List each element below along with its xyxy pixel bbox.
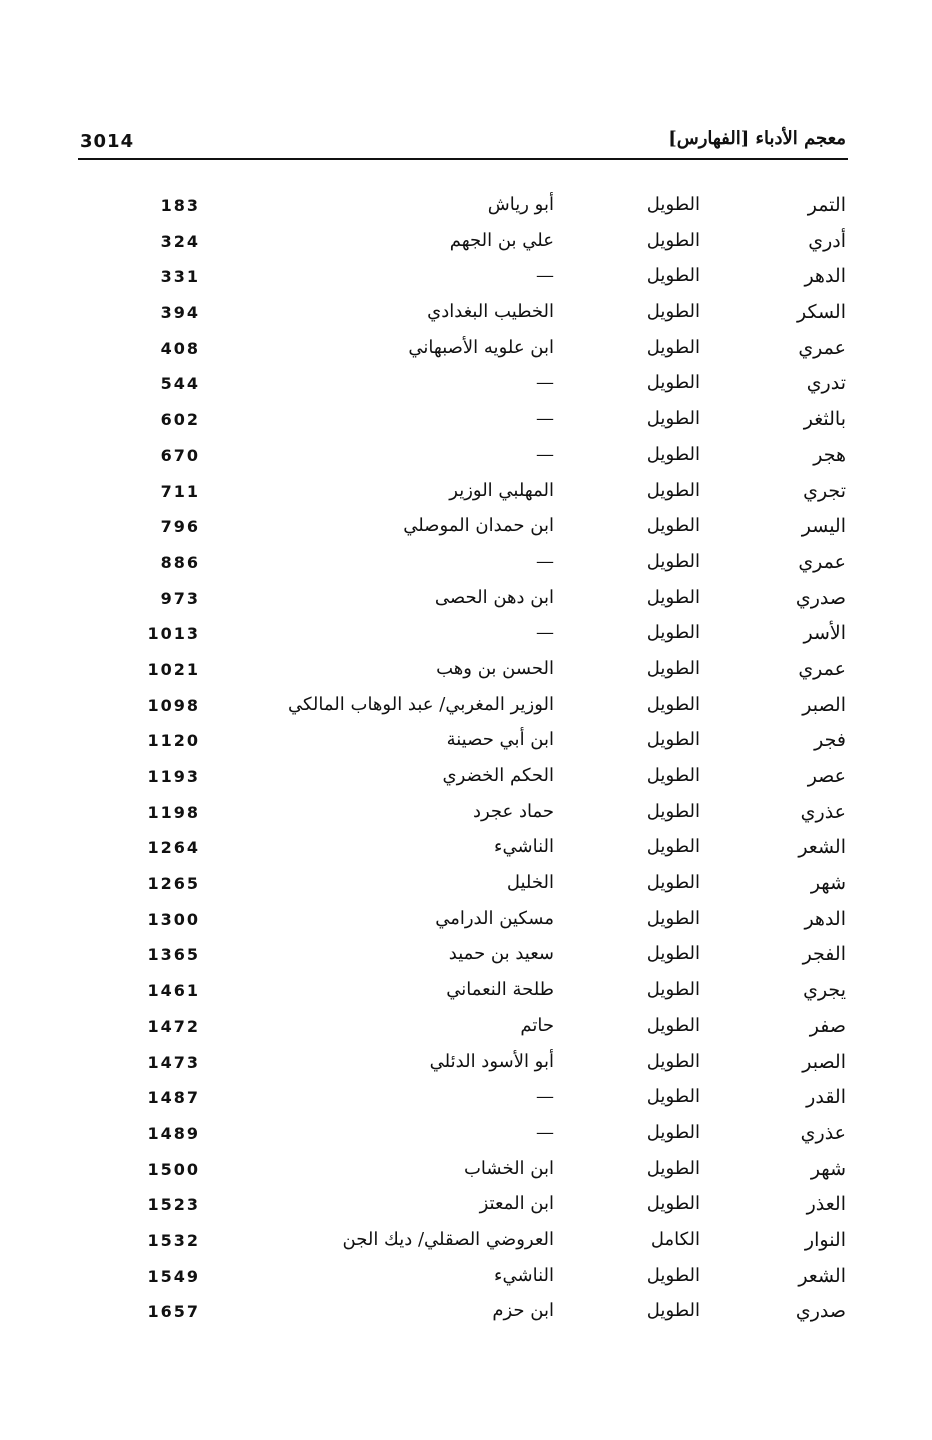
page-reference: 1473 (147, 1052, 200, 1072)
meter-name: الطويل (646, 1050, 700, 1072)
poet-name: الناشيء (494, 1264, 554, 1286)
meter-name: الطويل (646, 872, 700, 894)
page-reference: 886 (160, 552, 200, 572)
meter-name: الطويل (646, 657, 700, 679)
rhyme-word: الشعر (798, 1264, 846, 1287)
page-reference: 1487 (147, 1088, 200, 1108)
index-row (0, 547, 932, 583)
rhyme-word: صدري (795, 1300, 846, 1323)
meter-name: الطويل (646, 1300, 700, 1322)
index-row (0, 1082, 932, 1118)
meter-name: الطويل (646, 1086, 700, 1108)
meter-name: الطويل (646, 265, 700, 287)
poet-name: حاتم (520, 1014, 554, 1036)
meter-name: الكامل (650, 1228, 700, 1250)
page-reference: 1265 (147, 874, 200, 894)
page-reference: 1523 (147, 1195, 200, 1215)
meter-name: الطويل (646, 765, 700, 786)
page-reference: 602 (160, 410, 200, 430)
page-reference: 711 (160, 481, 200, 501)
page-reference: 1300 (147, 909, 200, 929)
poet-name: الخليل (506, 872, 554, 894)
rhyme-word: صدري (795, 586, 846, 609)
meter-name: الطويل (646, 836, 700, 858)
rhyme-word: القدر (806, 1086, 846, 1109)
poet-name: العروضي الصقلي/ ديك الجن (342, 1228, 554, 1250)
poet-name: علي بن الجهم (449, 229, 554, 251)
poet-name: أبو رياش (487, 194, 554, 215)
rhyme-word: عمري (798, 336, 846, 359)
poet-name: — (536, 443, 554, 465)
poet-name: ابن علويه الأصبهاني (408, 336, 554, 358)
poet-name: — (536, 1121, 554, 1143)
index-row (0, 1296, 932, 1332)
index-row (0, 333, 932, 369)
meter-name: الطويل (646, 622, 700, 644)
meter-name: الطويل (646, 907, 700, 929)
page-reference: 1098 (147, 695, 200, 715)
rhyme-word: عذري (800, 800, 846, 823)
meter-name: الطويل (646, 372, 700, 394)
page-reference: 331 (160, 267, 200, 287)
verse-index-list (0, 190, 932, 1332)
index-row (0, 1047, 932, 1083)
page-number: 3014 (80, 131, 135, 152)
meter-name: الطويل (646, 1157, 700, 1179)
rhyme-word: الدهر (804, 907, 846, 930)
running-header-title: معجم الأدباء [الفهارس] (668, 128, 846, 149)
index-row (0, 725, 932, 761)
poet-name: أبو الأسود الدئلي (429, 1050, 554, 1072)
rhyme-word: يجري (803, 979, 846, 1002)
page-reference: 1198 (147, 802, 200, 822)
poet-name: سعيد بن حميد (448, 943, 554, 965)
page-reference: 1461 (147, 981, 200, 1001)
meter-name: الطويل (646, 479, 700, 501)
page-reference: 973 (160, 588, 200, 608)
poet-name: الناشيء (494, 836, 554, 858)
meter-name: الطويل (646, 550, 700, 572)
page-reference: 1013 (147, 624, 200, 644)
poet-name: ابن دهن الحصى (434, 586, 554, 608)
rhyme-word: الدهر (804, 265, 846, 288)
index-row (0, 1118, 932, 1154)
meter-name: الطويل (646, 979, 700, 1001)
poet-name: المهلبي الوزير (449, 479, 554, 501)
rhyme-word: عذري (800, 1121, 846, 1144)
index-row (0, 1154, 932, 1190)
page-reference: 408 (160, 338, 200, 358)
rhyme-word: صفر (809, 1014, 846, 1037)
poet-name: — (536, 1086, 554, 1108)
poet-name: ابن المعتز (479, 1193, 554, 1215)
rhyme-word: الشعر (798, 836, 846, 859)
index-row (0, 797, 932, 833)
meter-name: الطويل (646, 301, 700, 323)
page-reference: 1365 (147, 945, 200, 965)
rhyme-word: النوار (804, 1228, 846, 1251)
page-reference: 1264 (147, 838, 200, 858)
poet-name: — (536, 372, 554, 394)
rhyme-word: هجر (813, 443, 846, 466)
meter-name: الطويل (646, 194, 700, 215)
poet-name: الحكم الخضري (442, 765, 554, 786)
rhyme-word: عمري (798, 657, 846, 680)
index-row (0, 1011, 932, 1047)
index-row (0, 368, 932, 404)
index-row (0, 904, 932, 940)
meter-name: الطويل (646, 800, 700, 822)
index-row (0, 690, 932, 726)
meter-name: الطويل (646, 336, 700, 358)
index-row (0, 226, 932, 262)
header-divider (78, 158, 848, 160)
index-row (0, 297, 932, 333)
page-reference: 670 (160, 445, 200, 465)
page-reference: 394 (160, 303, 200, 323)
meter-name: الطويل (646, 408, 700, 430)
rhyme-word: شهر (810, 1157, 846, 1180)
index-row (0, 832, 932, 868)
meter-name: الطويل (646, 1264, 700, 1286)
poet-name: — (536, 408, 554, 430)
rhyme-word: شهر (810, 872, 846, 895)
rhyme-word: تجري (803, 479, 846, 502)
index-row (0, 1261, 932, 1297)
index-row (0, 868, 932, 904)
poet-name: حماد عجرد (472, 800, 554, 822)
page-reference: 324 (160, 231, 200, 251)
poet-name: طلحة النعماني (446, 979, 554, 1001)
rhyme-word: بالثغر (803, 408, 846, 431)
meter-name: الطويل (646, 693, 700, 715)
poet-name: الخطيب البغدادي (427, 301, 554, 323)
rhyme-word: الصبر (802, 1050, 846, 1073)
meter-name: الطويل (646, 729, 700, 751)
meter-name: الطويل (646, 943, 700, 965)
page-reference: 1532 (147, 1230, 200, 1250)
poet-name: ابن حمدان الموصلي (403, 515, 554, 537)
rhyme-word: عمري (798, 550, 846, 573)
rhyme-word: أدري (808, 229, 846, 252)
meter-name: الطويل (646, 1193, 700, 1215)
index-row (0, 404, 932, 440)
index-row (0, 190, 932, 226)
page-reference: 796 (160, 517, 200, 537)
meter-name: الطويل (646, 515, 700, 537)
poet-name: الحسن بن وهب (436, 657, 554, 679)
page-reference: 1193 (147, 767, 200, 786)
page-reference: 1120 (147, 731, 200, 751)
rhyme-word: عصر (807, 765, 846, 787)
page-reference: 1021 (147, 659, 200, 679)
index-row (0, 1189, 932, 1225)
index-row (0, 476, 932, 512)
index-row (0, 761, 932, 797)
rhyme-word: السكر (797, 301, 846, 324)
rhyme-word: اليسر (801, 515, 846, 538)
meter-name: الطويل (646, 1014, 700, 1036)
page-reference: 544 (160, 374, 200, 394)
page-reference: 1472 (147, 1016, 200, 1036)
index-row (0, 975, 932, 1011)
rhyme-word: الأسر (803, 622, 846, 645)
poet-name: — (536, 622, 554, 644)
rhyme-word: العذر (806, 1193, 846, 1216)
poet-name: مسكين الدرامي (435, 907, 554, 929)
index-row (0, 939, 932, 975)
index-row (0, 618, 932, 654)
rhyme-word: تدري (806, 372, 846, 395)
meter-name: الطويل (646, 443, 700, 465)
poet-name: ابن حزم (492, 1300, 554, 1322)
index-row (0, 583, 932, 619)
index-row (0, 440, 932, 476)
page-reference: 1489 (147, 1123, 200, 1143)
page-reference: 183 (160, 196, 200, 215)
index-row (0, 1225, 932, 1261)
meter-name: الطويل (646, 586, 700, 608)
rhyme-word: الفجر (802, 943, 846, 966)
rhyme-word: التمر (807, 194, 846, 216)
page-reference: 1500 (147, 1159, 200, 1179)
poet-name: ابن الخشاب (463, 1157, 554, 1179)
index-row (0, 261, 932, 297)
poet-name: الوزير المغربي/ عبد الوهاب المالكي (287, 693, 554, 715)
index-row (0, 654, 932, 690)
poet-name: — (536, 550, 554, 572)
rhyme-word: الصبر (802, 693, 846, 716)
meter-name: الطويل (646, 1121, 700, 1143)
meter-name: الطويل (646, 229, 700, 251)
index-row (0, 511, 932, 547)
poet-name: — (536, 265, 554, 287)
page-reference: 1657 (147, 1302, 200, 1322)
poet-name: ابن أبي حصينة (446, 729, 554, 751)
rhyme-word: فجر (814, 729, 846, 752)
page-reference: 1549 (147, 1266, 200, 1286)
